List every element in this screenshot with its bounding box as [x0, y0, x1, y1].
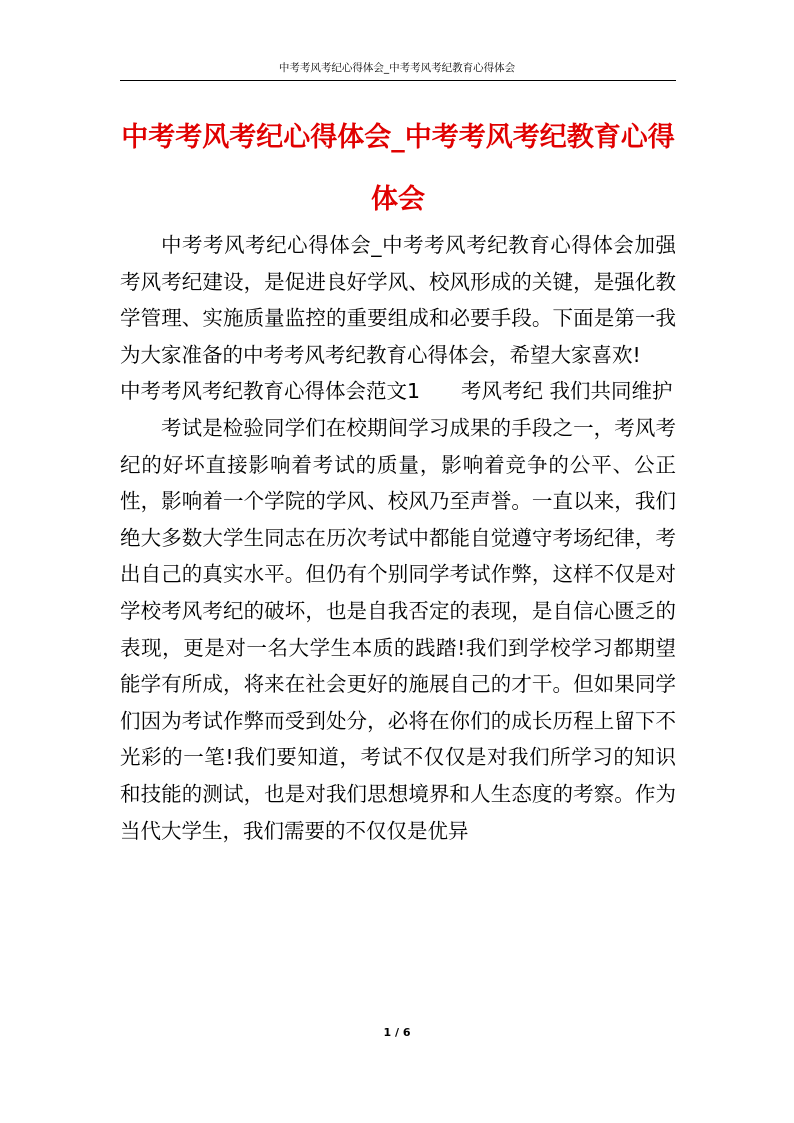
page-number: 1 / 6 [383, 1026, 411, 1039]
body-paragraph: 考试是检验同学们在校期间学习成果的手段之一，考风考纪的好坏直接影响着考试的质量，影响着竞争的公平、公正性，影响着一个学院的学风、校风乃至声誉。一直以来，我们绝大多数大学生同志在历次考试中都能自觉遵守考场纪律，考出自己的真实水平。但仍有个别同学考试作弊，这样不仅是对学校考风考纪的破坏，也是自我否定的表现，是自信心匮乏的表现，更是对一名大学生本质的践踏!我们到学校学习都期望能学有所成，将来在社会更好的施展自己的才干。但如果同学们因为考试作弊而受到处分，必将在你们的成长历程上留下不光彩的一笔!我们要知道，考试不仅仅是对我们所学习的知识和技能的测试，也是对我们思想境界和人生态度的考察。作为当代大学生，我们需要的不仅仅是优异 [120, 415, 676, 843]
intro-paragraph: 中考考风考纪心得体会_中考考风考纪教育心得体会加强考风考纪建设，是促进良好学风、校风形成的关键，是强化教学管理、实施质量监控的重要组成和必要手段。下面是第一我为大家准备的中考考风考纪教育心得体会，希望大家喜欢! [120, 233, 676, 367]
header-divider [120, 80, 676, 81]
document-title: 中考考风考纪心得体会_中考考风考纪教育心得体会 [121, 122, 675, 215]
document-body [120, 227, 676, 849]
section-heading: 中考考风考纪教育心得体会范文1 考风考纪 我们共同维护 [120, 379, 673, 404]
running-header: 中考考风考纪心得体会_中考考风考纪教育心得体会 [278, 62, 516, 74]
